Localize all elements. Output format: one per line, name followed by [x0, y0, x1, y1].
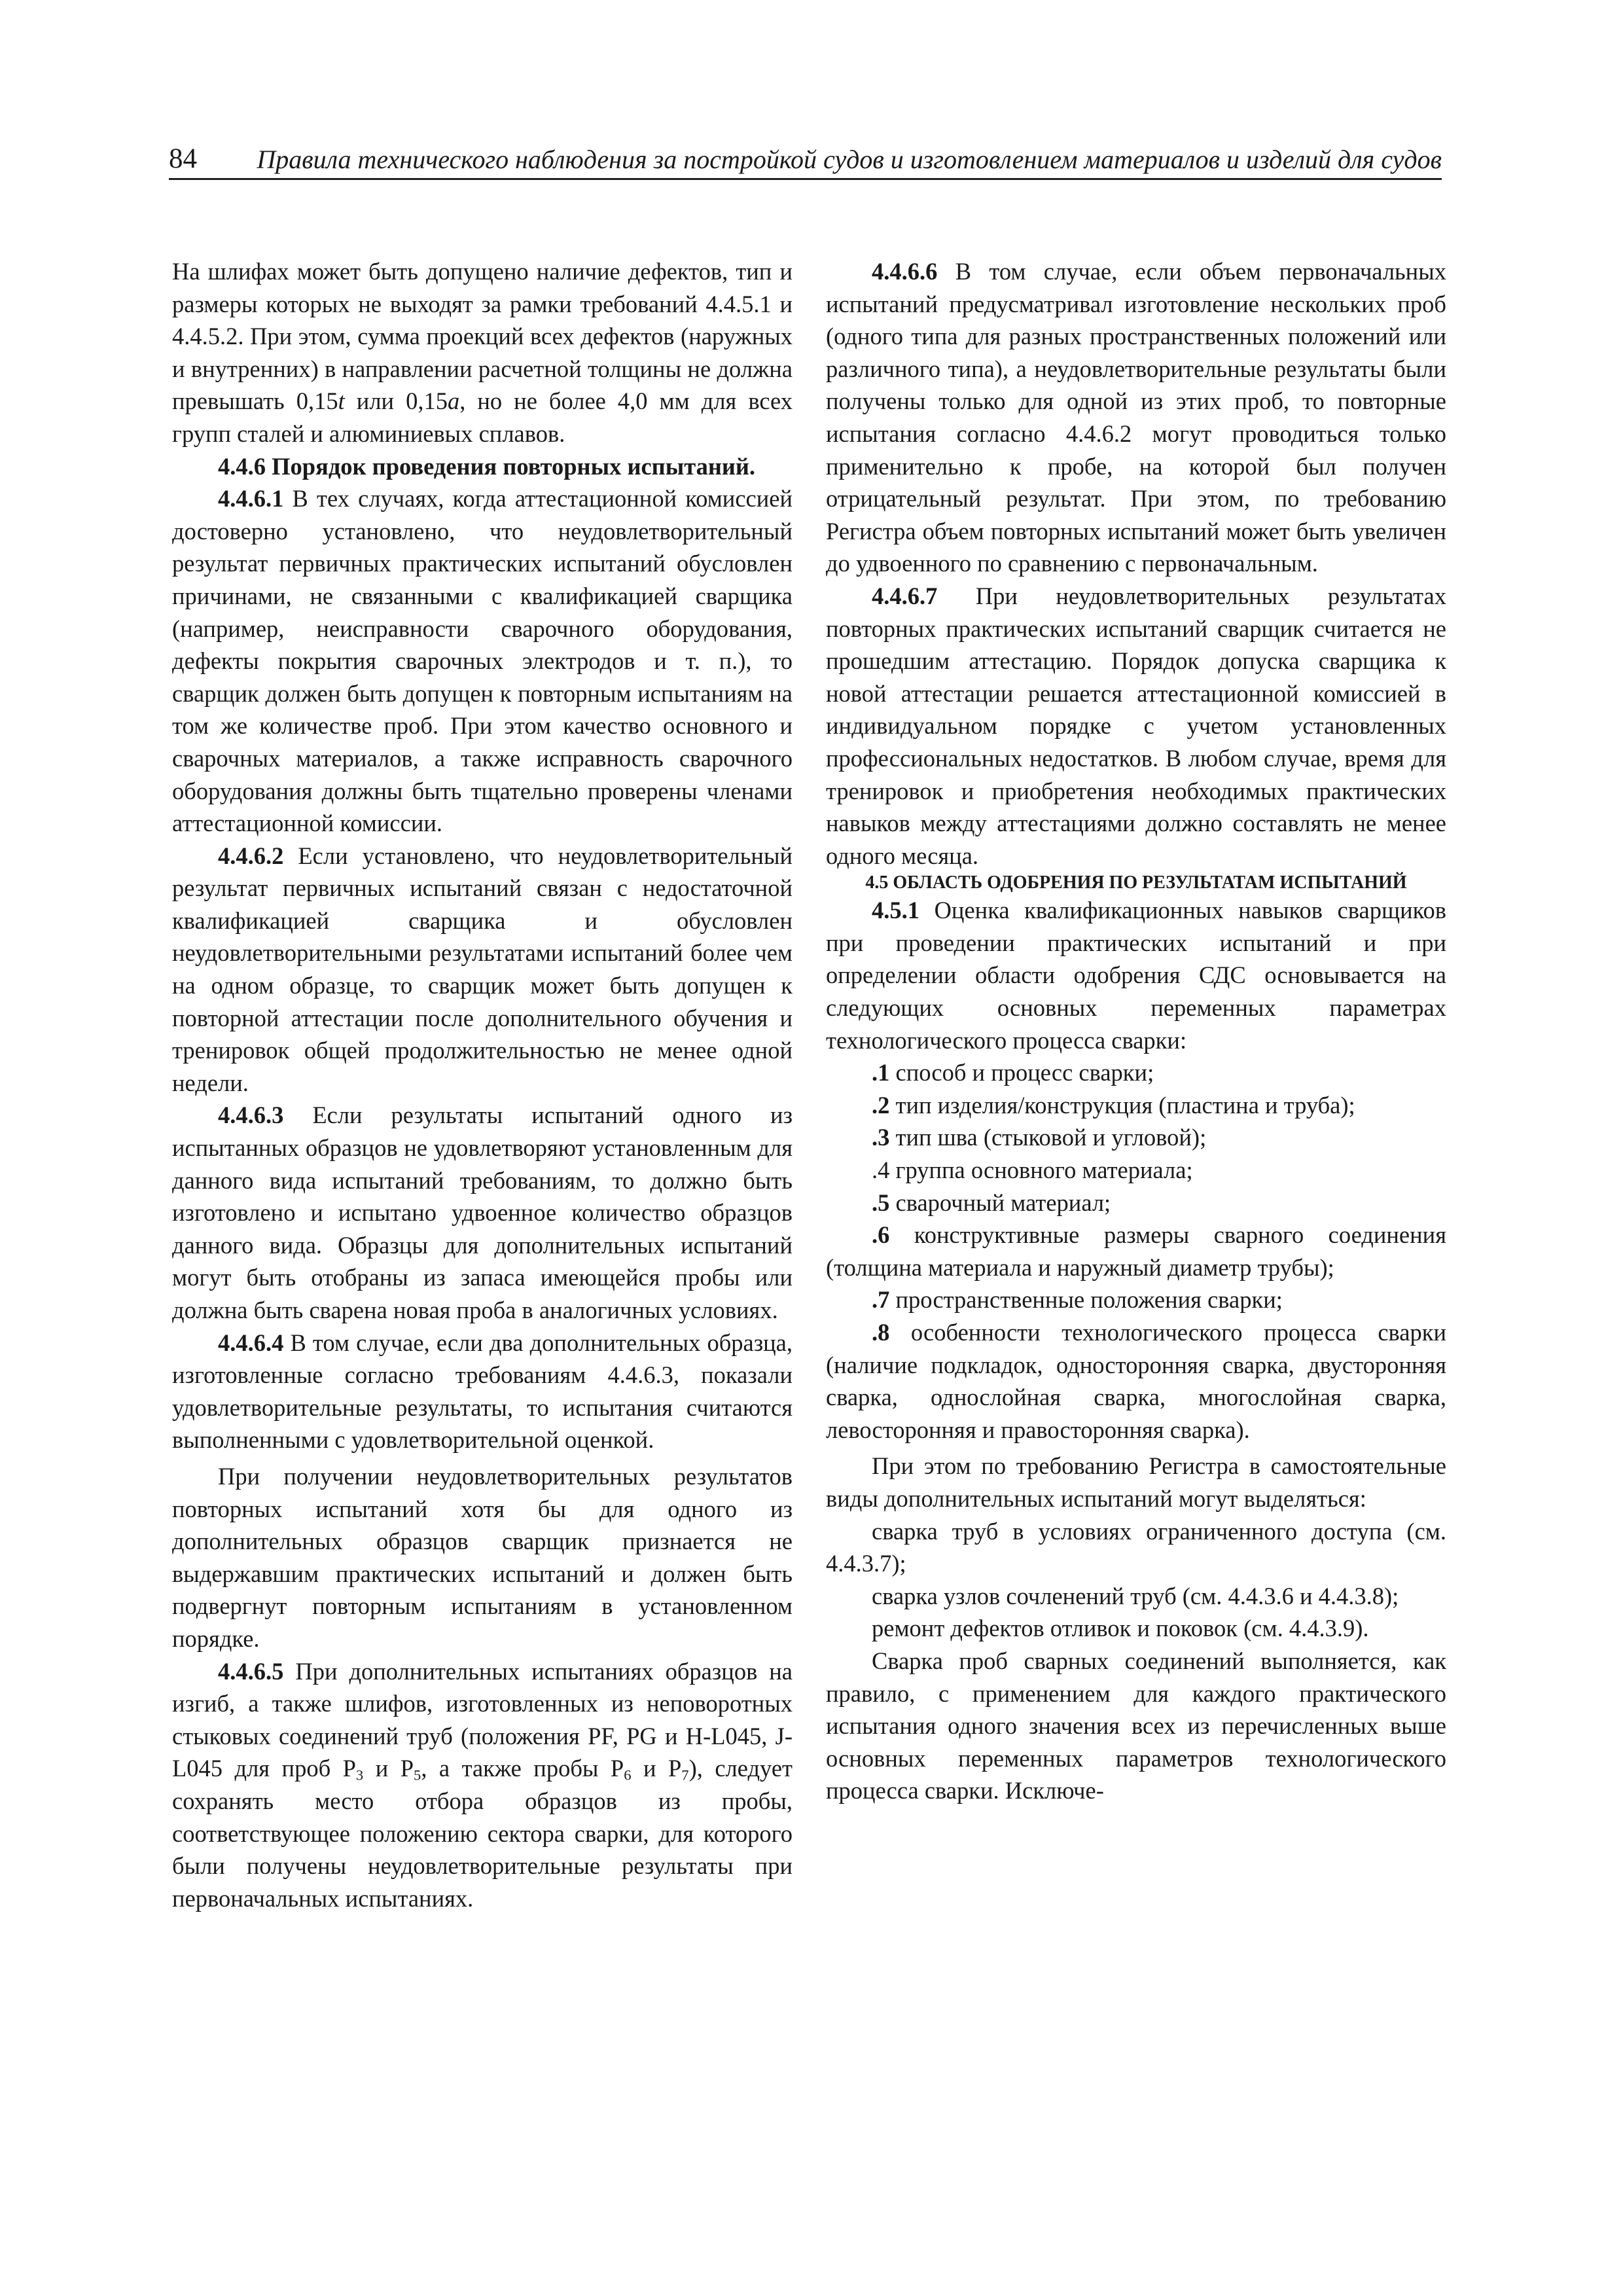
list-item: .8 особенности технологического процесса сварки (наличие подкладок, односторонняя сварка, двусторонняя сварка, однослойная сварка, многослойная сварка, левосторонняя и правосторонняя сварка). [826, 1319, 1446, 1443]
list-item: .5 сварочный материал; [872, 1189, 1111, 1216]
list-item: .7 пространственные положения сварки; [872, 1286, 1283, 1314]
paragraph-4-4-6-7: 4.4.6.7 При неудовлетворительных результатах повторных практических испытаний сварщик считается не прошедшим аттестацию. Порядок допуска сварщика к новой аттестации решается аттестационной комиссией в индивидуальном порядке с учетом установленных профессиональных недостатков. В любом случае, время для тренировок и приобретения необходимых практических навыков между аттестациями должно составлять не менее одного месяца. [826, 582, 1446, 869]
paragraph-sample-welding: Сварка проб сварных соединений выполняется, как правило, с применением для каждого практического испытания одного значения всех из перечисленных выше основных переменных параметров технологического процесса сварки. Исключе- [826, 1647, 1446, 1804]
paragraph-4-4-6-5: 4.4.6.5 При дополнительных испытаниях образцов на изгиб, а также шлифов, изготовленных из неповоротных стыковых соединений труб (положения PF, PG и H-L045, J-L045 для проб $P_3$ и $P_5$, а также пробы $P_6$ и $P_7$), следует сохранять место отбора образцов из пробы, соответствующее положению сектора сварки, для которого были получены неудовлетворительные результаты при первоначальных испытаниях. [172, 1657, 793, 1912]
paragraph-sections-defects: На шлифах может быть допущено наличие дефектов, тип и размеры которых не выходят за рамки требований 4.4.5.1 и 4.4.5.2. При этом, сумма проекций всех дефектов (наружных и внутренних) в направлении расчетной толщины не должна превышать 0,15t или 0,15a, но не более 4,0 мм для всех групп сталей и алюминиевых сплавов. [172, 258, 793, 447]
paragraph-4-5-1: 4.5.1 Оценка квалификационных навыков сварщиков при проведении практических испытаний и при определении области одобрения СДС основывается на следующих основных переменных параметрах технологического процесса сварки: [826, 897, 1446, 1054]
right-column [826, 255, 1446, 1807]
left-column [172, 255, 793, 1914]
paragraph-repair: ремонт дефектов отливок и поковок (см. 4.4.3.9). [872, 1615, 1369, 1642]
paragraph-failure: При получении неудовлетворительных результатов повторных испытаний хотя бы для одного из дополнительных образцов сварщик признается не выдержавшим практических испытаний и должен быть подвергнут повторным испытаниям в установленном порядке. [172, 1462, 793, 1652]
paragraph-4-4-6-2: 4.4.6.2 Если установлено, что неудовлетворительный результат первичных испытаний связан с недостаточной квалификацией сварщика и обусловлен неудовлетворительными результатами испытаний более чем на одном образце, то сварщик может быть допущен к повторной аттестации после дополнительного обучения и тренировок общей продолжительностью не менее одной недели. [172, 842, 793, 1096]
paragraph-4-4-6-6: 4.4.6.6 В том случае, если объем первоначальных испытаний предусматривал изготовление нескольких проб (одного типа для разных пространственных положений или различного типа), а неудовлетворительные результаты были получены только для одной из этих проб, то повторные испытания согласно 4.4.6.2 могут проводиться только применительно к пробе, на которой был получен отрицательный результат. При этом, по требованию Регистра объем повторных испытаний может быть увеличен до удвоенного по сравнению с первоначальным. [826, 258, 1446, 577]
paragraph-pipe-joints: сварка узлов сочленений труб (см. 4.4.3.6 и 4.4.3.8); [872, 1582, 1399, 1609]
page-header [169, 143, 1442, 182]
running-title: Правила технического наблюдения за постройкой судов и изготовлением материалов и изделий для судов [257, 145, 1442, 174]
list-item: .3 тип шва (стыковой и угловой); [872, 1124, 1207, 1151]
paragraph-4-4-6-1: 4.4.6.1 В тех случаях, когда аттестационной комиссией достоверно установлено, что неудовлетворительный результат первичных практических испытаний обусловлен причинами, не связанными с квалификацией сварщика (например, неисправности сварочного оборудования, дефекты покрытия сварочных электродов и т. п.), то сварщик должен быть допущен к повторным испытаниям на том же количестве проб. При этом качество основного и сварочных материалов, а также исправность сварочного оборудования должны быть тщательно проверены членами аттестационной комиссии. [172, 485, 793, 837]
list-item: .4 группа основного материала; [872, 1157, 1193, 1184]
list-item: .2 тип изделия/конструкция (пластина и труба); [872, 1091, 1355, 1119]
paragraph-register-tests: При этом по требованию Регистра в самостоятельные виды дополнительных испытаний могут выделяться: [826, 1452, 1446, 1512]
heading-4-4-6: 4.4.6 Порядок проведения повторных испытаний. [218, 452, 756, 480]
paragraph-4-4-6-4: 4.4.6.4 В том случае, если два дополнительных образца, изготовленные согласно требованиям 4.4.6.3, показали удовлетворительные результаты, то испытания считаются выполненными с удовлетворительной оценкой. [172, 1329, 793, 1454]
paragraph-4-4-6-3: 4.4.6.3 Если результаты испытаний одного из испытанных образцов не удовлетворяют установленным для данного вида испытаний требованиям, то должно быть изготовлено и испытано удвоенное количество образцов данного вида. Образцы для дополнительных испытаний могут быть отобраны из запаса имеющейся пробы или должна быть сварена новая проба в аналогичных условиях. [172, 1102, 793, 1323]
list-item: .6 конструктивные размеры сварного соединения (толщина материала и наружный диаметр трубы); [826, 1221, 1446, 1281]
header-rule [169, 178, 1442, 180]
section-title-4-5: 4.5 ОБЛАСТЬ ОДОБРЕНИЯ ПО РЕЗУЛЬТАТАМ ИСПЫТАНИЙ [865, 872, 1407, 893]
list-item: .1 способ и процесс сварки; [872, 1059, 1154, 1086]
page-number: 84 [169, 143, 197, 174]
paragraph-limited-access: сварка труб в условиях ограниченного доступа (см. 4.4.3.7); [826, 1517, 1446, 1577]
